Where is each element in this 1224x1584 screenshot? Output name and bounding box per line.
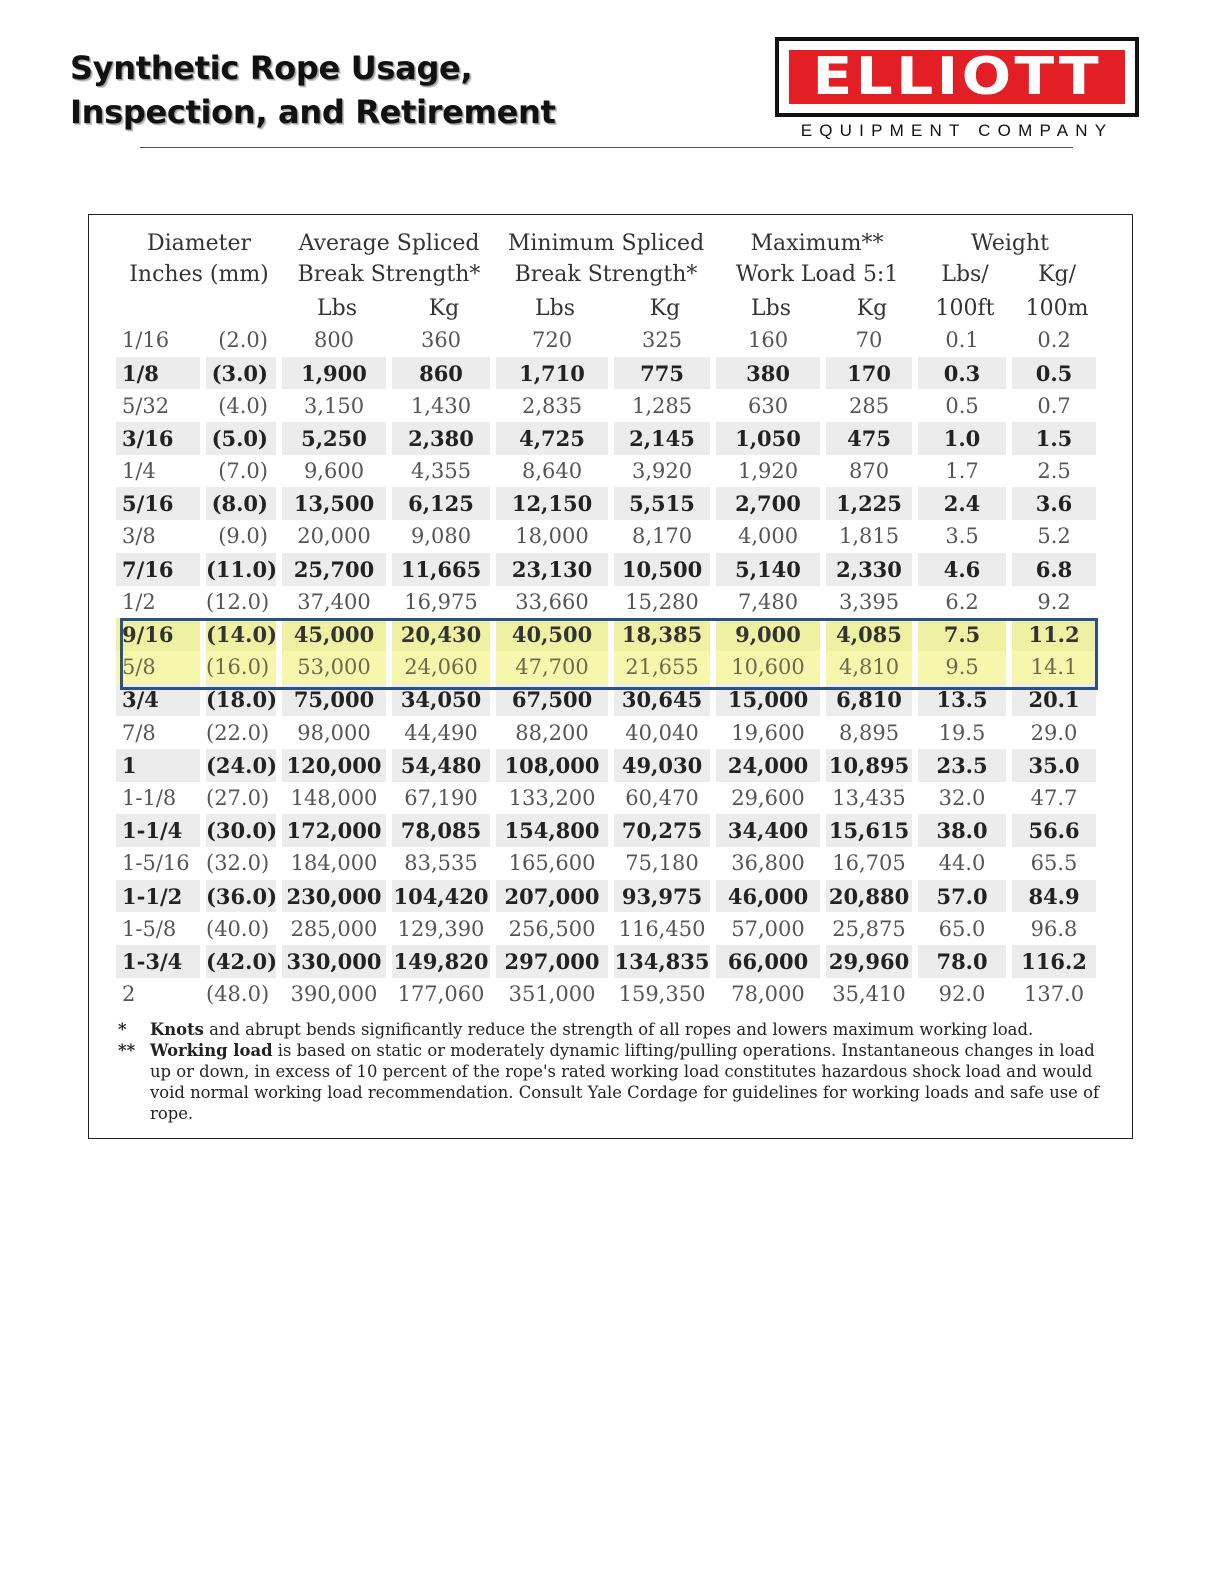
footnote-lead: Knots [150,1020,204,1039]
footnotes [118,1019,1108,1124]
footnote-knots [118,1019,1108,1040]
header-weight-100m: 100m [1025,296,1089,321]
cell-work-lbs: 15,000 [716,684,826,717]
cell-min-lbs: 8,640 [496,455,614,488]
cell-weight-lbs: 4.6 [918,553,1012,586]
cell-min-kg: 2,145 [614,422,716,455]
cell-avg-kg: 83,535 [392,847,496,880]
table-row [116,847,1102,880]
cell-weight-kg: 65.5 [1012,847,1102,880]
cell-avg-lbs: 184,000 [282,847,392,880]
cell-work-kg: 35,410 [826,978,918,1011]
cell-inches: 9/16 [116,618,206,651]
cell-mm: (14.0) [206,618,282,651]
table-row [116,422,1102,455]
logo-wordmark: ELLIOTT [812,47,1102,107]
cell-inches: 1-5/16 [116,847,206,880]
cell-weight-lbs: 13.5 [918,684,1012,717]
cell-min-kg: 21,655 [614,651,716,684]
cell-min-lbs: 18,000 [496,520,614,553]
cell-work-lbs: 7,480 [716,586,826,619]
cell-work-kg: 8,895 [826,716,918,749]
cell-weight-lbs: 1.0 [918,422,1012,455]
cell-avg-kg: 104,420 [392,880,496,913]
cell-mm: (24.0) [206,749,282,782]
cell-inches: 1/2 [116,586,206,619]
cell-min-kg: 775 [614,357,716,390]
cell-mm: (42.0) [206,945,282,978]
cell-min-lbs: 351,000 [496,978,614,1011]
cell-avg-lbs: 148,000 [282,782,392,815]
table-row [116,455,1102,488]
cell-avg-lbs: 37,400 [282,586,392,619]
cell-weight-kg: 56.6 [1012,814,1102,847]
cell-inches: 1/4 [116,455,206,488]
cell-weight-kg: 47.7 [1012,782,1102,815]
cell-work-kg: 4,085 [826,618,918,651]
cell-avg-lbs: 1,900 [282,357,392,390]
cell-avg-kg: 177,060 [392,978,496,1011]
cell-work-lbs: 630 [716,389,826,422]
cell-mm: (4.0) [206,389,282,422]
header-weight: Weight [971,231,1050,256]
cell-min-kg: 3,920 [614,455,716,488]
cell-weight-lbs: 7.5 [918,618,1012,651]
cell-avg-lbs: 75,000 [282,684,392,717]
cell-work-kg: 10,895 [826,749,918,782]
cell-work-kg: 6,810 [826,684,918,717]
cell-mm: (3.0) [206,357,282,390]
header-min-spliced: Minimum Spliced [507,231,705,256]
cell-avg-lbs: 98,000 [282,716,392,749]
cell-inches: 5/16 [116,487,206,520]
cell-avg-lbs: 120,000 [282,749,392,782]
header-weight-100ft: 100ft [935,296,995,321]
cell-min-kg: 5,515 [614,487,716,520]
cell-avg-kg: 11,665 [392,553,496,586]
page-title-line-1: Synthetic Rope Usage, [70,49,473,87]
cell-weight-lbs: 0.1 [918,324,1012,357]
cell-avg-kg: 149,820 [392,945,496,978]
cell-min-lbs: 297,000 [496,945,614,978]
cell-avg-lbs: 3,150 [282,389,392,422]
table-row [116,814,1102,847]
cell-avg-lbs: 330,000 [282,945,392,978]
table-row [116,389,1102,422]
cell-avg-lbs: 230,000 [282,880,392,913]
cell-avg-kg: 20,430 [392,618,496,651]
cell-weight-lbs: 57.0 [918,880,1012,913]
cell-inches: 1-1/2 [116,880,206,913]
cell-avg-lbs: 9,600 [282,455,392,488]
header-min-lbs: Lbs [535,296,575,321]
table-row [116,716,1102,749]
cell-min-kg: 8,170 [614,520,716,553]
cell-work-lbs: 5,140 [716,553,826,586]
header-diameter-units: Inches (mm) [129,262,269,287]
cell-mm: (30.0) [206,814,282,847]
cell-min-kg: 134,835 [614,945,716,978]
cell-work-lbs: 24,000 [716,749,826,782]
cell-weight-lbs: 9.5 [918,651,1012,684]
cell-inches: 5/8 [116,651,206,684]
page-title [70,46,555,134]
footnote-working-load [118,1040,1108,1124]
cell-avg-kg: 4,355 [392,455,496,488]
cell-weight-lbs: 3.5 [918,520,1012,553]
cell-min-lbs: 133,200 [496,782,614,815]
cell-weight-kg: 20.1 [1012,684,1102,717]
cell-weight-lbs: 44.0 [918,847,1012,880]
cell-work-lbs: 4,000 [716,520,826,553]
cell-min-lbs: 88,200 [496,716,614,749]
cell-work-lbs: 2,700 [716,487,826,520]
cell-work-kg: 870 [826,455,918,488]
cell-weight-kg: 11.2 [1012,618,1102,651]
cell-weight-kg: 116.2 [1012,945,1102,978]
footnote-mark: ** [118,1041,136,1060]
cell-avg-kg: 67,190 [392,782,496,815]
cell-work-kg: 16,705 [826,847,918,880]
cell-inches: 5/32 [116,389,206,422]
header-weight-lbs: Lbs/ [941,262,989,287]
cell-weight-kg: 0.5 [1012,357,1102,390]
cell-avg-kg: 78,085 [392,814,496,847]
header-work-lbs: Lbs [751,296,791,321]
logo-red-panel [789,47,1125,107]
cell-min-kg: 30,645 [614,684,716,717]
cell-weight-lbs: 38.0 [918,814,1012,847]
table-row [116,945,1102,978]
cell-weight-kg: 1.5 [1012,422,1102,455]
cell-work-kg: 20,880 [826,880,918,913]
cell-mm: (2.0) [206,324,282,357]
cell-min-lbs: 33,660 [496,586,614,619]
cell-min-lbs: 108,000 [496,749,614,782]
cell-weight-kg: 5.2 [1012,520,1102,553]
footnote-text: is based on static or moderately dynamic lifting/pulling operations. Instantaneous changes in load up or down, in excess of 10 percent of the rope's rated working load constitutes hazardous shock load and would void normal working load recommendation. Consult Yale Cordage for guidelines for working loads and safe use of rope. [150,1041,1100,1123]
cell-inches: 1-1/4 [116,814,206,847]
cell-min-lbs: 1,710 [496,357,614,390]
table-row [116,618,1102,651]
cell-min-lbs: 154,800 [496,814,614,847]
footnote-mark: * [118,1020,127,1039]
company-logo [775,37,1139,145]
cell-inches: 1-1/8 [116,782,206,815]
cell-avg-lbs: 390,000 [282,978,392,1011]
cell-work-kg: 25,875 [826,912,918,945]
cell-min-kg: 325 [614,324,716,357]
cell-mm: (27.0) [206,782,282,815]
cell-work-kg: 15,615 [826,814,918,847]
cell-work-lbs: 57,000 [716,912,826,945]
cell-avg-kg: 129,390 [392,912,496,945]
cell-work-lbs: 1,050 [716,422,826,455]
cell-work-kg: 13,435 [826,782,918,815]
cell-inches: 3/8 [116,520,206,553]
cell-work-kg: 170 [826,357,918,390]
cell-inches: 1-3/4 [116,945,206,978]
cell-inches: 7/8 [116,716,206,749]
cell-avg-kg: 2,380 [392,422,496,455]
table-row [116,978,1102,1011]
cell-min-lbs: 720 [496,324,614,357]
header-work-kg: Kg [856,296,888,321]
cell-avg-lbs: 25,700 [282,553,392,586]
cell-min-kg: 75,180 [614,847,716,880]
cell-avg-lbs: 5,250 [282,422,392,455]
rope-spec-table [116,228,1102,1010]
cell-avg-lbs: 172,000 [282,814,392,847]
cell-avg-kg: 34,050 [392,684,496,717]
header-avg-lbs: Lbs [317,296,357,321]
cell-weight-kg: 29.0 [1012,716,1102,749]
cell-work-lbs: 36,800 [716,847,826,880]
cell-avg-kg: 860 [392,357,496,390]
cell-min-lbs: 4,725 [496,422,614,455]
cell-mm: (8.0) [206,487,282,520]
cell-weight-lbs: 2.4 [918,487,1012,520]
header-avg-kg: Kg [428,296,460,321]
cell-min-lbs: 23,130 [496,553,614,586]
table-row [116,520,1102,553]
cell-mm: (36.0) [206,880,282,913]
cell-weight-kg: 96.8 [1012,912,1102,945]
cell-work-kg: 70 [826,324,918,357]
cell-avg-kg: 1,430 [392,389,496,422]
cell-min-kg: 10,500 [614,553,716,586]
cell-mm: (12.0) [206,586,282,619]
cell-weight-lbs: 65.0 [918,912,1012,945]
cell-inches: 7/16 [116,553,206,586]
cell-work-lbs: 46,000 [716,880,826,913]
table-row [116,357,1102,390]
cell-mm: (32.0) [206,847,282,880]
cell-work-kg: 2,330 [826,553,918,586]
cell-weight-kg: 9.2 [1012,586,1102,619]
cell-mm: (18.0) [206,684,282,717]
cell-mm: (7.0) [206,455,282,488]
cell-weight-lbs: 6.2 [918,586,1012,619]
cell-mm: (9.0) [206,520,282,553]
footnote-text: and abrupt bends significantly reduce the strength of all ropes and lowers maximum working load. [203,1020,1034,1039]
cell-min-lbs: 47,700 [496,651,614,684]
header-max-work: Maximum** [750,231,884,256]
cell-min-kg: 18,385 [614,618,716,651]
cell-mm: (11.0) [206,553,282,586]
table-row [116,487,1102,520]
cell-min-lbs: 165,600 [496,847,614,880]
cell-work-lbs: 34,400 [716,814,826,847]
cell-weight-kg: 14.1 [1012,651,1102,684]
cell-avg-kg: 24,060 [392,651,496,684]
logo-frame [775,37,1139,117]
cell-weight-lbs: 19.5 [918,716,1012,749]
cell-avg-lbs: 45,000 [282,618,392,651]
cell-work-lbs: 160 [716,324,826,357]
cell-weight-lbs: 92.0 [918,978,1012,1011]
header-min-kg: Kg [649,296,681,321]
table-row [116,912,1102,945]
header-weight-kg: Kg/ [1038,262,1076,287]
cell-weight-lbs: 1.7 [918,455,1012,488]
cell-work-lbs: 29,600 [716,782,826,815]
cell-avg-kg: 54,480 [392,749,496,782]
header-diameter: Diameter [146,231,252,256]
cell-weight-lbs: 78.0 [918,945,1012,978]
cell-avg-lbs: 285,000 [282,912,392,945]
table-row [116,782,1102,815]
cell-avg-kg: 6,125 [392,487,496,520]
cell-weight-kg: 3.6 [1012,487,1102,520]
cell-avg-kg: 360 [392,324,496,357]
table-row [116,749,1102,782]
cell-work-kg: 285 [826,389,918,422]
cell-inches: 1/16 [116,324,206,357]
cell-work-kg: 1,815 [826,520,918,553]
cell-min-kg: 70,275 [614,814,716,847]
cell-weight-kg: 2.5 [1012,455,1102,488]
cell-work-kg: 475 [826,422,918,455]
table-row [116,586,1102,619]
cell-work-kg: 4,810 [826,651,918,684]
cell-min-kg: 40,040 [614,716,716,749]
cell-min-lbs: 12,150 [496,487,614,520]
cell-mm: (40.0) [206,912,282,945]
cell-avg-kg: 44,490 [392,716,496,749]
cell-inches: 2 [116,978,206,1011]
cell-work-kg: 29,960 [826,945,918,978]
cell-weight-lbs: 0.3 [918,357,1012,390]
cell-inches: 1-5/8 [116,912,206,945]
cell-avg-kg: 9,080 [392,520,496,553]
header-avg-spliced: Average Spliced [298,231,480,256]
header-avg-break: Break Strength* [297,262,481,287]
cell-work-lbs: 10,600 [716,651,826,684]
cell-mm: (5.0) [206,422,282,455]
table-row [116,880,1102,913]
cell-weight-kg: 35.0 [1012,749,1102,782]
cell-work-lbs: 66,000 [716,945,826,978]
cell-min-lbs: 67,500 [496,684,614,717]
table-row [116,651,1102,684]
cell-min-kg: 15,280 [614,586,716,619]
cell-min-lbs: 2,835 [496,389,614,422]
cell-weight-lbs: 0.5 [918,389,1012,422]
page-title-line-2: Inspection, and Retirement [70,93,556,131]
cell-inches: 3/16 [116,422,206,455]
cell-avg-lbs: 800 [282,324,392,357]
cell-mm: (48.0) [206,978,282,1011]
cell-avg-kg: 16,975 [392,586,496,619]
cell-mm: (22.0) [206,716,282,749]
cell-avg-lbs: 13,500 [282,487,392,520]
cell-min-kg: 49,030 [614,749,716,782]
cell-weight-kg: 0.7 [1012,389,1102,422]
cell-avg-lbs: 53,000 [282,651,392,684]
cell-weight-kg: 0.2 [1012,324,1102,357]
cell-mm: (16.0) [206,651,282,684]
cell-min-lbs: 256,500 [496,912,614,945]
cell-min-kg: 60,470 [614,782,716,815]
cell-work-lbs: 1,920 [716,455,826,488]
header-divider [140,147,1073,148]
footnote-lead: Working load [150,1041,273,1060]
header-work-load: Work Load 5:1 [735,262,899,287]
cell-weight-kg: 137.0 [1012,978,1102,1011]
cell-work-kg: 1,225 [826,487,918,520]
cell-weight-lbs: 23.5 [918,749,1012,782]
cell-work-lbs: 19,600 [716,716,826,749]
cell-min-kg: 116,450 [614,912,716,945]
cell-min-lbs: 207,000 [496,880,614,913]
cell-work-kg: 3,395 [826,586,918,619]
cell-inches: 1 [116,749,206,782]
table-row [116,553,1102,586]
table-row [116,324,1102,357]
cell-work-lbs: 9,000 [716,618,826,651]
cell-avg-lbs: 20,000 [282,520,392,553]
cell-min-lbs: 40,500 [496,618,614,651]
cell-weight-kg: 84.9 [1012,880,1102,913]
cell-inches: 3/4 [116,684,206,717]
table-row [116,684,1102,717]
cell-work-lbs: 78,000 [716,978,826,1011]
cell-work-lbs: 380 [716,357,826,390]
cell-inches: 1/8 [116,357,206,390]
header-min-break: Break Strength* [514,262,698,287]
cell-min-kg: 1,285 [614,389,716,422]
cell-weight-kg: 6.8 [1012,553,1102,586]
cell-weight-lbs: 32.0 [918,782,1012,815]
logo-subtitle: EQUIPMENT COMPANY [800,121,1114,140]
cell-min-kg: 93,975 [614,880,716,913]
cell-min-kg: 159,350 [614,978,716,1011]
